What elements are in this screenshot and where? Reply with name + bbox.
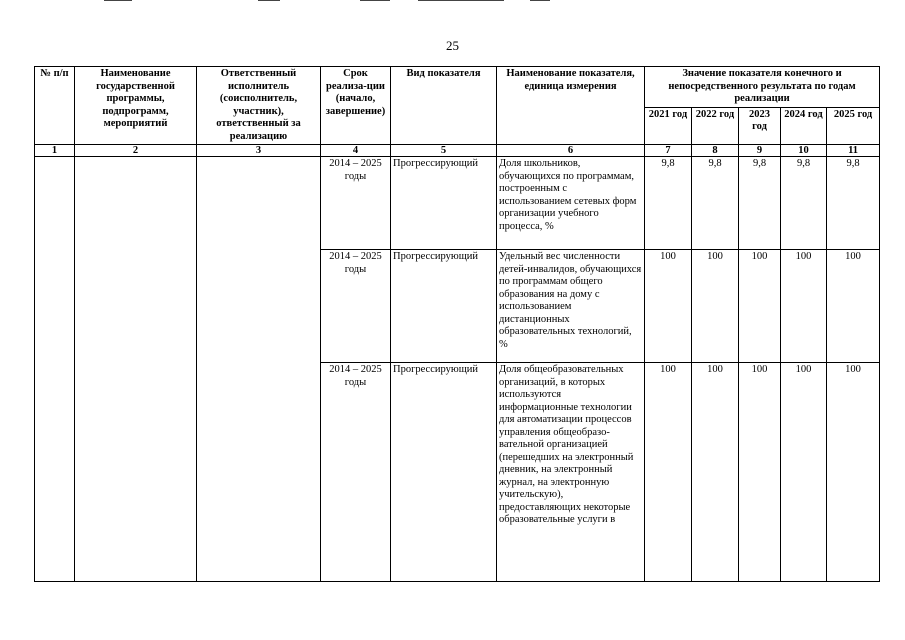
value-cell: 9,8 [827,157,880,250]
column-number: 3 [197,145,321,157]
value-cell: 100 [692,363,739,582]
executor-cell [197,157,321,582]
value-cell: 100 [827,250,880,363]
header-year-2021: 2021 год [645,107,692,145]
table-row [35,157,880,250]
indicators-table [34,66,880,582]
indicator-type-cell: Прогрессирующий [391,250,497,363]
column-number: 7 [645,145,692,157]
value-cell: 9,8 [692,157,739,250]
column-number: 8 [692,145,739,157]
header-values-group: Значение показателя конечного и непосредственного результата по годам реализации [645,67,880,108]
number-cell [35,157,75,582]
column-number: 6 [497,145,645,157]
indicator-type-cell: Прогрессирующий [391,363,497,582]
period-cell: 2014 – 2025 годы [321,250,391,363]
period-cell: 2014 – 2025 годы [321,157,391,250]
value-cell: 100 [645,250,692,363]
column-number: 1 [35,145,75,157]
column-number: 5 [391,145,497,157]
column-number: 4 [321,145,391,157]
header-year-2022: 2022 год [692,107,739,145]
column-number: 11 [827,145,880,157]
header-year-2024: 2024 год [781,107,827,145]
indicator-name-cell: Доля общеобразовательных организаций, в которых используются информационные технологии для автоматизации процессов управления общеобразо-вательной организацией (перешедших на электронный дневник, на электронный журнал, на электронную учительскую), предоставляющих некоторые образовательные услуги в [497,363,645,582]
header-year-2025: 2025 год [827,107,880,145]
value-cell: 100 [645,363,692,582]
value-cell: 9,8 [739,157,781,250]
page-bottom-margin [0,606,905,640]
column-number: 9 [739,145,781,157]
header-year-2023: 2023 год [739,107,781,145]
indicator-type-cell: Прогрессирующий [391,157,497,250]
header-indicator-type: Вид показателя [391,67,497,145]
header-program-name: Наименование государственной программы, подпрограмм, мероприятий [75,67,197,145]
indicator-name-cell: Удельный вес численности детей-инвалидов, обучающихся по программам общего образования на дому с использованием дистанционных образовательных технологий, % [497,250,645,363]
value-cell: 9,8 [781,157,827,250]
value-cell: 100 [781,250,827,363]
header-executor: Ответственный исполнитель (соисполнитель, участник), ответственный за реализацию [197,67,321,145]
value-cell: 100 [781,363,827,582]
top-edge-marks [0,0,905,4]
page-number: 25 [446,38,459,53]
indicator-name-cell: Доля школьников, обучающихся по программам, построенным с использованием сетевых форм организации учебного процесса, % [497,157,645,250]
header-indicator-name: Наименование показателя, единица измерения [497,67,645,145]
program-name-cell [75,157,197,582]
value-cell: 100 [692,250,739,363]
column-number: 10 [781,145,827,157]
period-cell: 2014 – 2025 годы [321,363,391,582]
header-number: № п/п [35,67,75,145]
value-cell: 100 [739,363,781,582]
column-number: 2 [75,145,197,157]
value-cell: 9,8 [645,157,692,250]
value-cell: 100 [827,363,880,582]
header-period: Срок реализа-ции (начало, завершение) [321,67,391,145]
value-cell: 100 [739,250,781,363]
